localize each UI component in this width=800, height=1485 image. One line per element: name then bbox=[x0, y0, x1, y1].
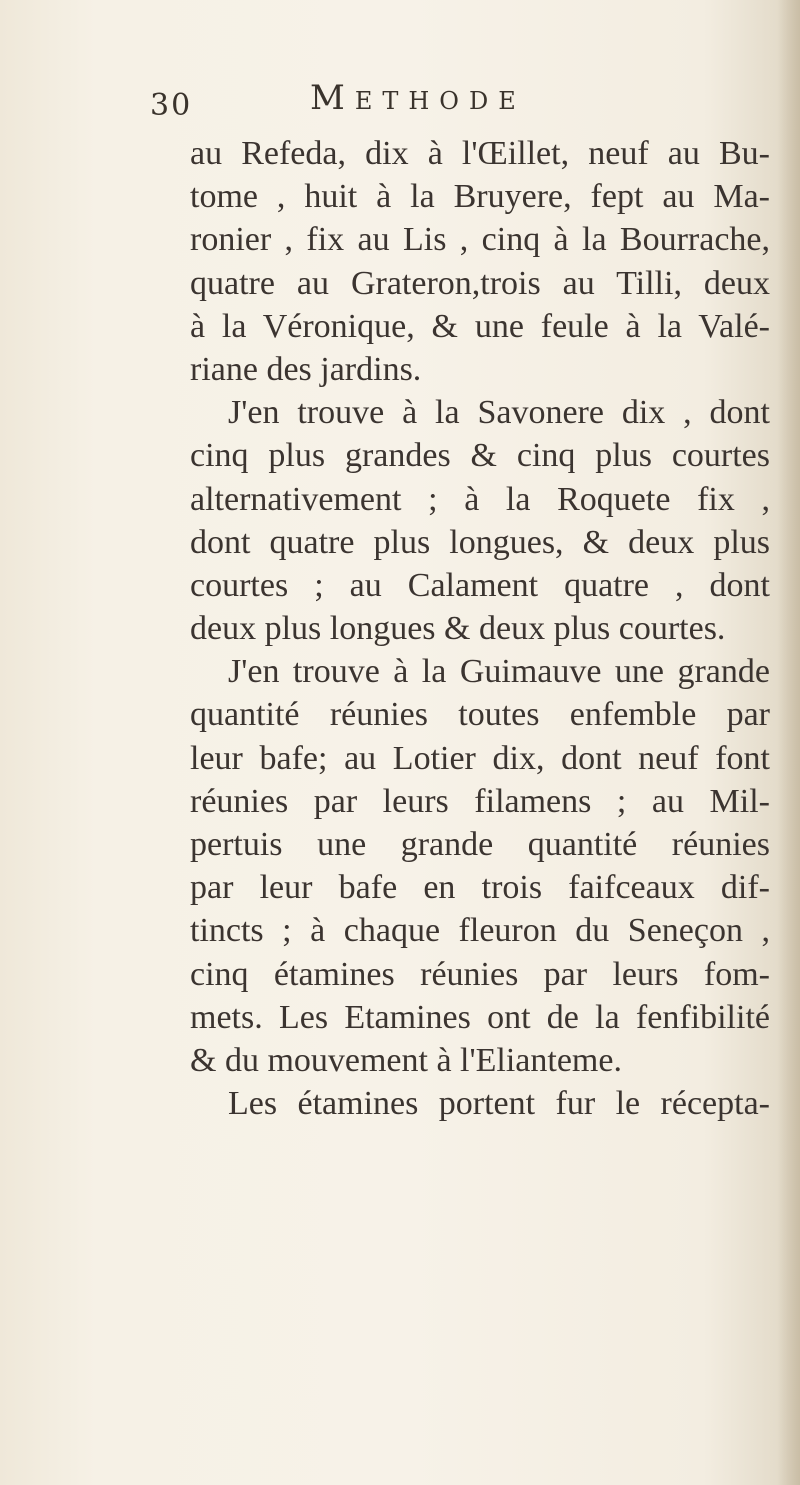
running-title: Methode bbox=[310, 78, 526, 118]
text-line: tome , huit à la Bruyere, fept au Ma- bbox=[190, 178, 770, 216]
text-line: riane des jardins. bbox=[190, 350, 422, 388]
page-header bbox=[150, 78, 630, 128]
page-edge-shadow bbox=[778, 0, 800, 1485]
text-line: pertuis une grande quantité réunies bbox=[190, 826, 770, 863]
text-line: J'en trouve à la Guimauve une grande bbox=[228, 653, 770, 691]
text-line: quantité réunies toutes enfemble par bbox=[190, 696, 770, 734]
text-line: mets. Les Etamines ont de la fenfibilité bbox=[190, 998, 770, 1036]
body-text bbox=[190, 132, 770, 1125]
text-line: courtes ; au Calament quatre , dont bbox=[190, 566, 770, 604]
text-line: alternativement ; à la Roquete fix , bbox=[190, 480, 770, 518]
text-line: au Refeda, dix à l'Œillet, neuf au Bu- bbox=[190, 135, 770, 172]
text-line: Les étamines portent fur le récepta- bbox=[228, 1085, 770, 1123]
text-line: J'en trouve à la Savonere dix , dont bbox=[228, 394, 770, 432]
text-line: dont quatre plus longues, & deux plus bbox=[190, 523, 770, 561]
text-line: tincts ; à chaque fleuron du Seneçon , bbox=[190, 912, 770, 950]
text-line: à la Véronique, & une feule à la Valé- bbox=[190, 307, 770, 345]
text-line: réunies par leurs filamens ; au Mil- bbox=[190, 782, 770, 820]
text-line: deux plus longues & deux plus courtes. bbox=[190, 610, 726, 648]
text-line: quatre au Grateron,trois au Tilli, deux bbox=[190, 264, 770, 302]
text-line: ronier , fix au Lis , cinq à la Bourrache, bbox=[190, 221, 770, 259]
page-number: 30 bbox=[150, 88, 193, 123]
text-line: par leur bafe en trois faifceaux dif- bbox=[190, 869, 770, 907]
text-line: cinq plus grandes & cinq plus courtes bbox=[190, 437, 770, 475]
text-line: leur bafe; au Lotier dix, dont neuf font bbox=[190, 739, 770, 777]
text-line: & du mouvement à l'Elianteme. bbox=[190, 1041, 622, 1079]
text-line: cinq étamines réunies par leurs fom- bbox=[190, 955, 770, 993]
